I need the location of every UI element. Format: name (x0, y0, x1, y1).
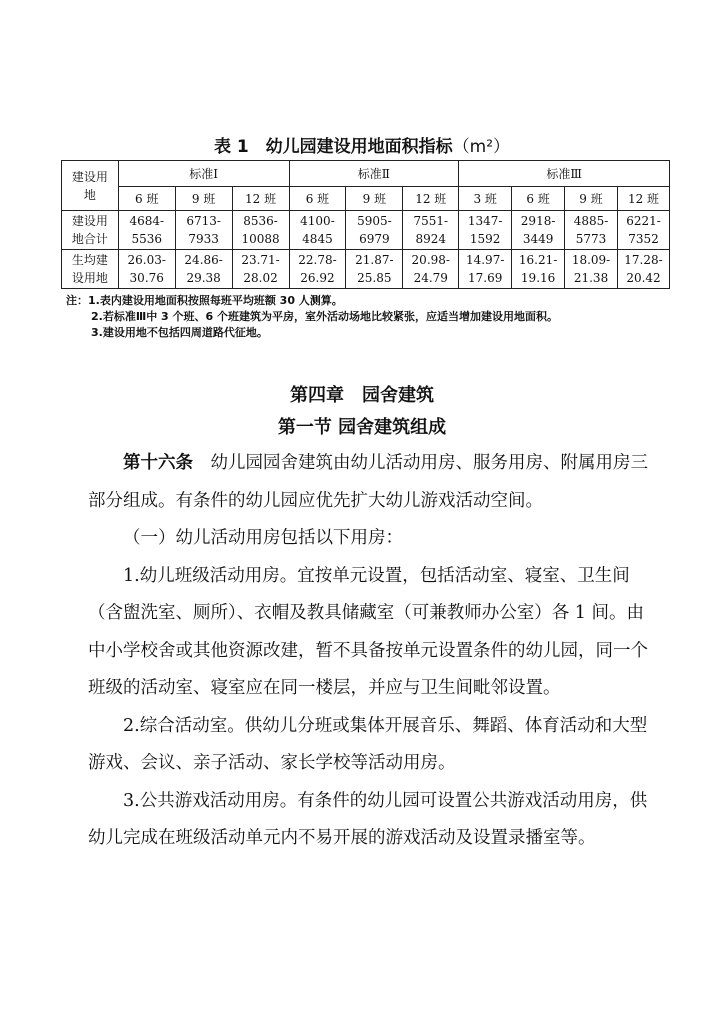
range-high: 5773 (575, 232, 607, 246)
table-cell (512, 211, 565, 250)
range-high: 24.79 (413, 271, 448, 285)
note-line: 2.若标准Ⅲ中 3 个班、6 个班建筑为平房，室外活动场地比较紧张，应适当增加建设用地面积。 (91, 310, 559, 323)
range-low: 1347- (467, 214, 503, 228)
table-class-header: 6 班 (118, 187, 175, 211)
range-low: 16.21- (518, 253, 558, 267)
range-low: 23.71- (241, 253, 280, 267)
table-cell (175, 211, 232, 250)
range-low: 2918- (520, 214, 556, 228)
table-cell (346, 211, 403, 250)
range-high: 19.16 (520, 271, 556, 285)
range-low: 7551- (413, 214, 449, 228)
paragraph: 3.公共游戏活动用房。有条件的幼儿园可设置公共游戏活动用房，供幼儿完成在班级活动单元内不易开展的游戏活动及设置录播室等。 (88, 790, 648, 848)
body-text (88, 445, 648, 858)
table-cell (232, 211, 289, 250)
range-low: 17.28- (624, 253, 663, 267)
table-cell (617, 211, 669, 250)
range-low: 20.98- (411, 253, 450, 267)
table-class-header: 9 班 (346, 187, 403, 211)
table-class-header: 3 班 (459, 187, 512, 211)
range-high: 4845 (302, 232, 333, 246)
table-cell (289, 250, 346, 289)
table-cell (403, 211, 459, 250)
table-class-header: 6 班 (512, 187, 565, 211)
range-low: 4684- (129, 214, 165, 228)
table-corner-header: 建设用 地 (62, 161, 119, 211)
note-line: 注：1.表内建设用地面积按照每班平均班额 30 人测算。 (66, 294, 343, 307)
table-class-header: 12 班 (232, 187, 289, 211)
row-label: 生均建 设用地 (62, 250, 119, 289)
paragraph: 1.幼儿班级活动用房。宜按单元设置，包括活动室、寝室、卫生间（含盥洗室、厕所）、衣帽及教具储藏室（可兼教师办公室）各 1 间。由中小学校舍或其他资源改建，暂不具备按单元设置条件的幼儿园，同一个班级的活动室、寝室应在同一楼层，并应与卫生间毗邻设置。 (88, 565, 648, 698)
article-paragraph (88, 445, 648, 520)
table-cell (459, 250, 512, 289)
table-cell (565, 211, 618, 250)
table-cell (346, 250, 403, 289)
table-cell (512, 250, 565, 289)
range-high: 25.85 (357, 271, 392, 285)
range-high: 21.38 (573, 271, 609, 285)
range-low: 6713- (186, 214, 221, 228)
table-cell (565, 250, 618, 289)
range-low: 22.78- (298, 253, 337, 267)
table-cell (459, 211, 512, 250)
range-low: 14.97- (465, 253, 505, 267)
table-class-header: 9 班 (565, 187, 618, 211)
section-heading: 第一节 园舍建筑组成 (277, 417, 447, 438)
range-low: 21.87- (355, 253, 394, 267)
range-high: 28.02 (243, 271, 278, 285)
table-notes (66, 293, 558, 341)
table-class-header: 12 班 (617, 187, 669, 211)
range-high: 7352 (628, 232, 659, 246)
range-low: 4100- (300, 214, 335, 228)
land-area-table (61, 160, 670, 289)
range-high: 29.38 (186, 271, 221, 285)
range-high: 17.69 (468, 271, 503, 285)
table-group-header: 标准Ⅱ (289, 161, 459, 187)
table-title-text: 表 1 幼儿园建设用地面积指标 (213, 137, 453, 157)
table-cell (403, 250, 459, 289)
table-cell (289, 211, 346, 250)
range-low: 5905- (357, 214, 392, 228)
range-high: 1592 (469, 232, 501, 246)
range-high: 5536 (131, 232, 162, 246)
range-high: 20.42 (626, 271, 661, 285)
table-cell (175, 250, 232, 289)
row-label: 建设用 地合计 (62, 211, 119, 250)
range-high: 26.92 (300, 271, 335, 285)
table-cell (118, 211, 175, 250)
range-high: 8924 (415, 232, 447, 246)
range-high: 7933 (188, 232, 219, 246)
range-high: 30.76 (129, 271, 164, 285)
table-class-header: 6 班 (289, 187, 346, 211)
range-low: 4885- (573, 214, 609, 228)
chapter-heading: 第四章 园舍建筑 (290, 385, 434, 406)
table-cell (118, 250, 175, 289)
table-cell (617, 250, 669, 289)
table-class-header: 9 班 (175, 187, 232, 211)
paragraph: 2.综合活动室。供幼儿分班或集体开展音乐、舞蹈、体育活动和大型游戏、会议、亲子活动、家长学校等活动用房。 (88, 715, 648, 773)
range-low: 24.86- (184, 253, 223, 267)
range-high: 3449 (522, 232, 554, 246)
table-cell (232, 250, 289, 289)
table-title-unit: （m²） (452, 137, 511, 157)
article-text: 幼儿园园舍建筑由幼儿活动用房、服务用房、附属用房三部分组成。有条件的幼儿园应优先扩大幼儿游戏活动空间。 (88, 453, 648, 511)
table-title (0, 132, 724, 157)
table-row (62, 211, 670, 250)
range-low: 26.03- (127, 253, 166, 267)
paragraph: （一）幼儿活动用房包括以下用房： (123, 528, 403, 548)
range-low: 6221- (626, 214, 661, 228)
table-group-header: 标准Ⅲ (459, 161, 670, 187)
range-low: 18.09- (571, 253, 611, 267)
range-high: 10088 (241, 232, 280, 246)
table-class-header: 12 班 (403, 187, 459, 211)
article-label: 第十六条 (123, 453, 193, 473)
table-row (62, 250, 670, 289)
range-high: 6979 (359, 232, 390, 246)
note-line: 3.建设用地不包括四周道路代征地。 (91, 326, 268, 339)
table-group-header: 标准Ⅰ (118, 161, 289, 187)
range-low: 8536- (243, 214, 278, 228)
